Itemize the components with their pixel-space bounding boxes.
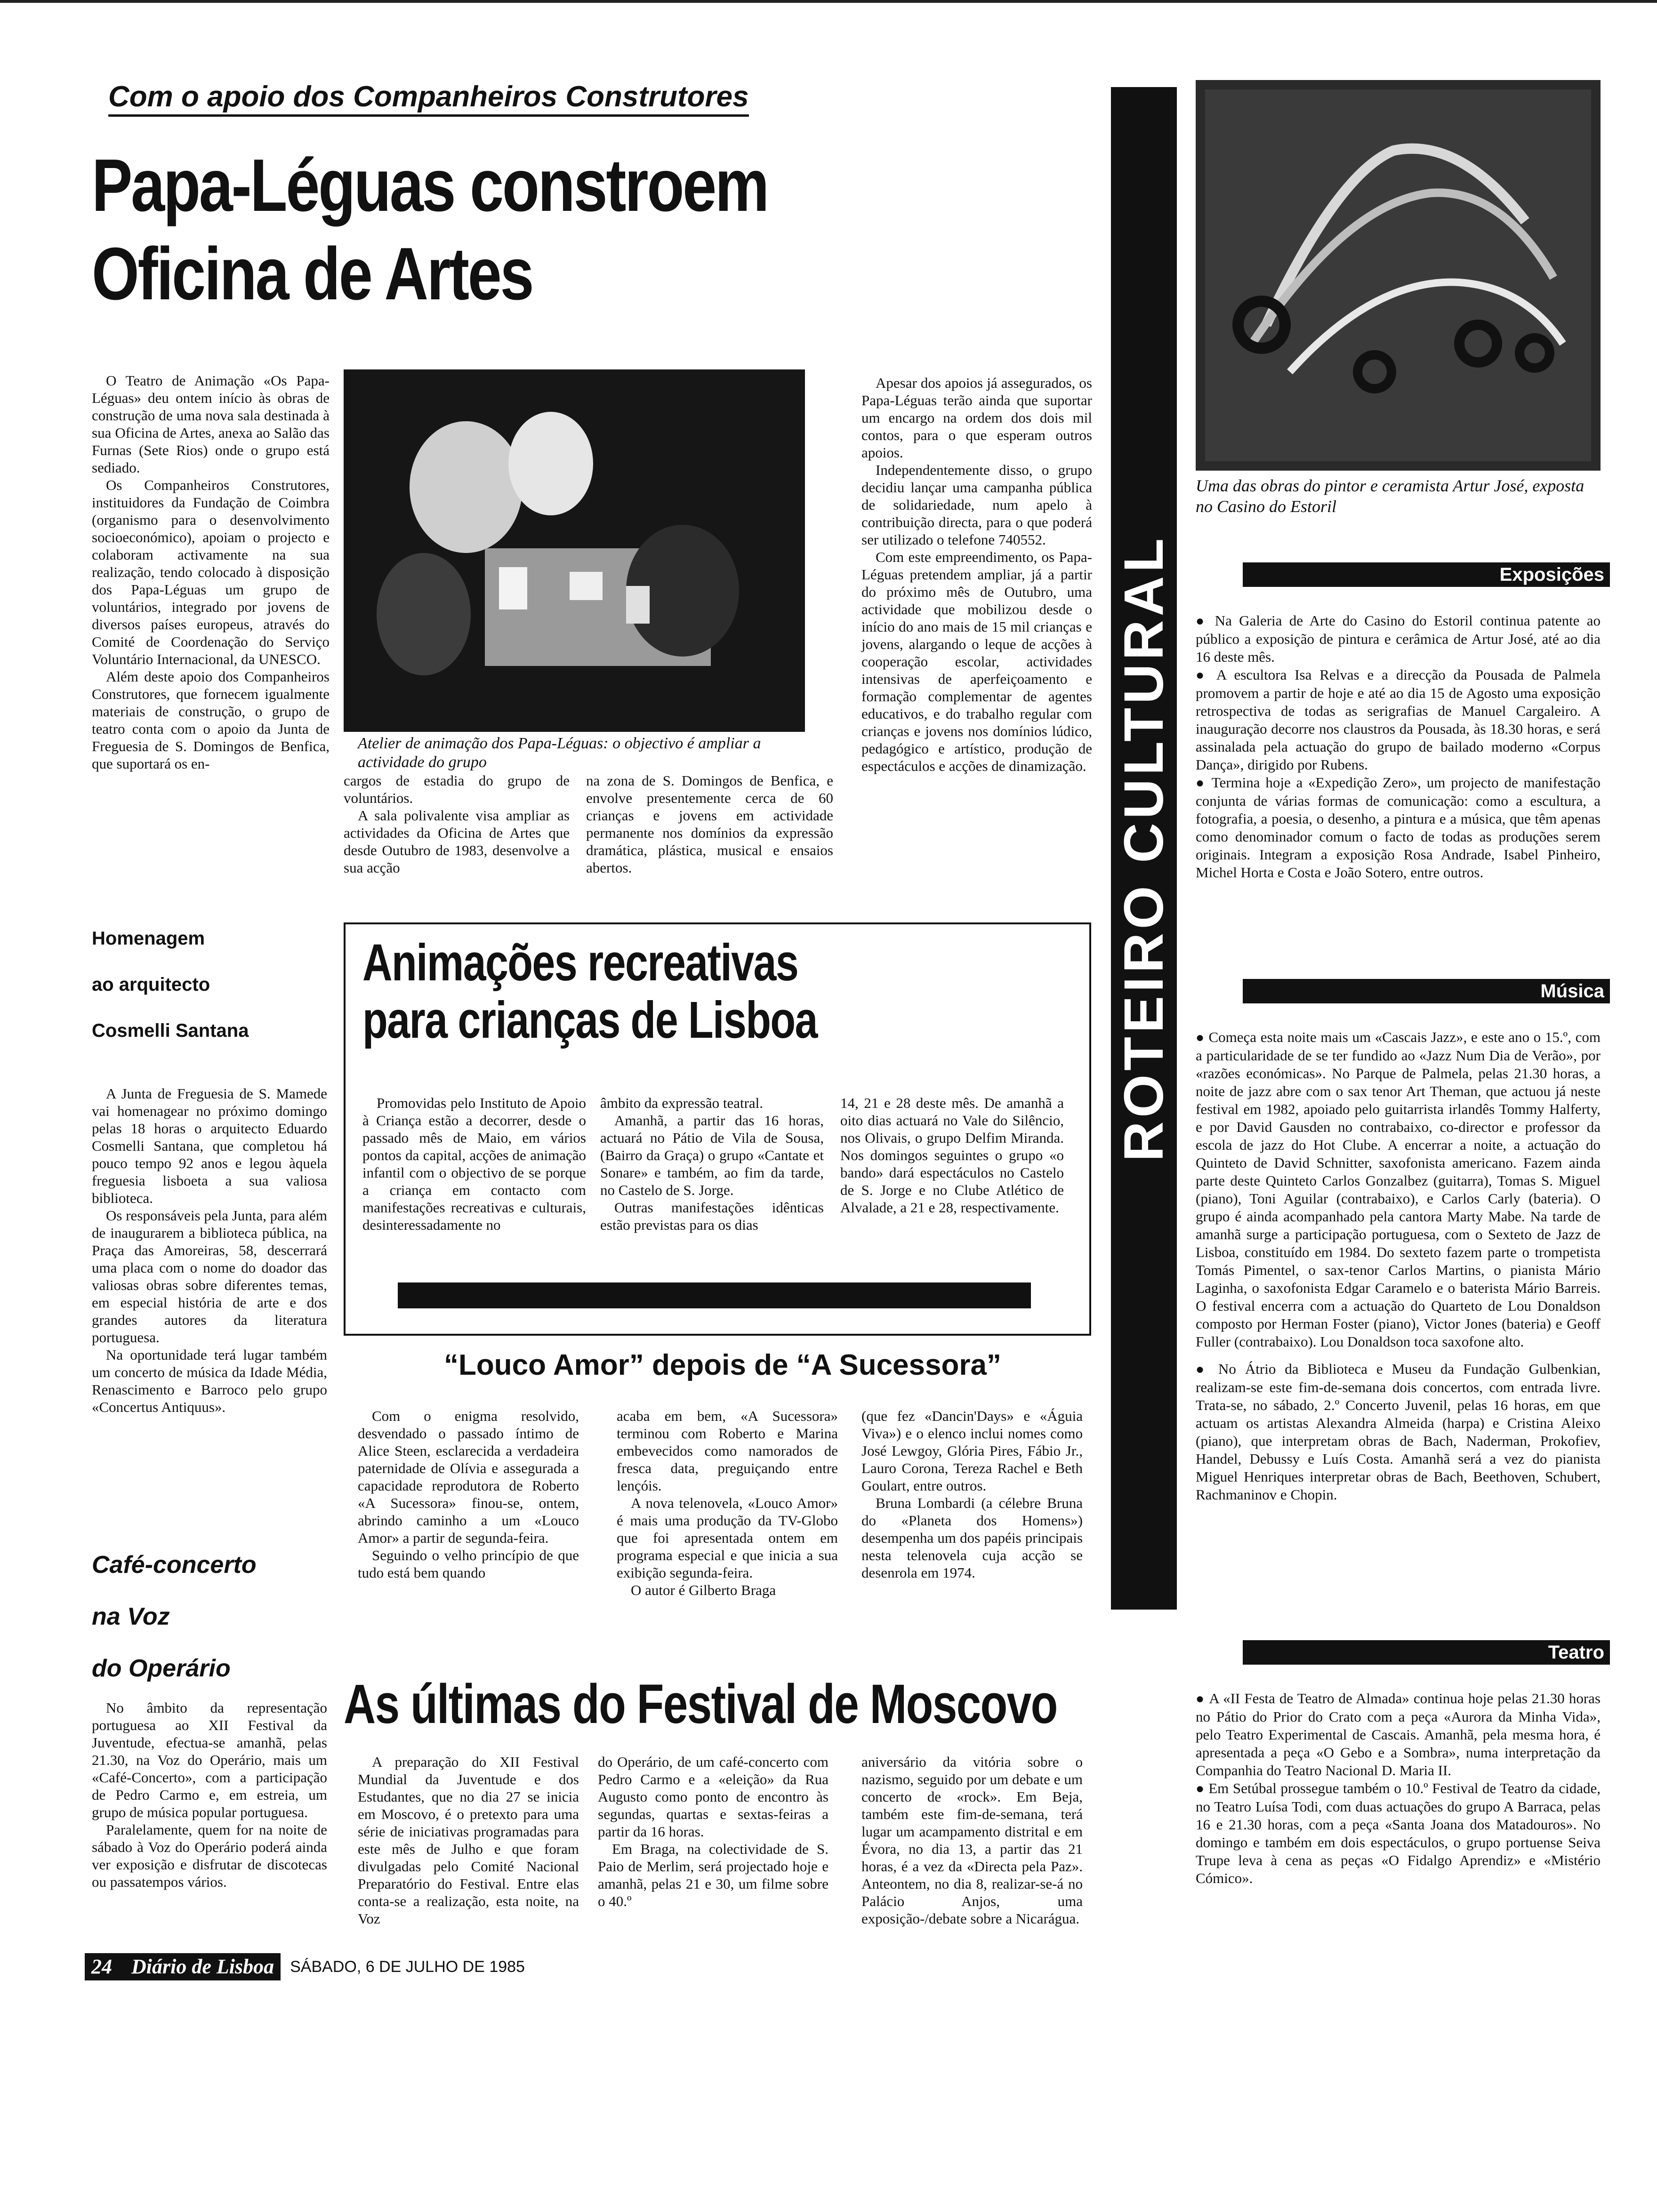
- exposicoes-list: [1196, 612, 1601, 882]
- paragraph: Bruna Lombardi (a célebre Bruna do «Planeta dos Homens») desempenha um dos papéis principais nesta telenovela cuja acção se desenrola em 1974.: [861, 1495, 1083, 1581]
- exposicoes-section-bar: Exposições: [1243, 562, 1610, 587]
- homenagem-article: [92, 1085, 327, 1416]
- artur-jose-photo: [1196, 80, 1601, 471]
- louco-amor-col2: [617, 1407, 838, 1599]
- list-item: ● Termina hoje a «Expedição Zero», um projecto de manifestação conjunta de várias formas de comunicação: como a escultura, a fotografia, a poesia, o desenho, a pintura e a música, que têm apenas como denominador comum o facto de todas as produções serem originais. Integram a exposição Rosa Andrade, Isabel Pinheiro, Michel Horta e Costa e João Sotero, entre outros.: [1196, 774, 1601, 881]
- paragraph: Na oportunidade terá lugar também um concerto de música da Idade Média, Renascimento e Barroco pelo grupo «Concertus Antiquus».: [92, 1346, 327, 1415]
- bullet-icon: ●: [1196, 775, 1212, 791]
- paragraph: Além deste apoio dos Companheiros Construtores, que fornecem igualmente materiais de construção, o grupo de teatro conta com o apoio da Junta de Freguesia de S. Domingos de Benfica, que suportará os en-: [92, 668, 330, 772]
- musica-section-bar: Música: [1243, 979, 1610, 1003]
- paragraph: O autor é Gilberto Braga: [631, 1582, 776, 1598]
- artur-jose-photo-caption: Uma das obras do pintor e ceramista Artur José, exposta no Casino do Estoril: [1196, 476, 1585, 516]
- list-item: ● A escultora Isa Relvas e a direcção da Pousada de Palmela promovem a partir de hoje e até ao dia 15 de Agosto uma exposição retrospectiva de todas as serigrafias de Manuel Cargaleiro. A inauguração decorre nos claustros da Pousada, às 18.30 horas, e será assinalada pela actuação do grupo de bailado moderno «Corpus Dança», dirigido por Rubens.: [1196, 666, 1601, 773]
- bullet-icon: ●: [1196, 1030, 1209, 1045]
- cafe-concerto-article: [92, 1699, 327, 1891]
- paragraph: Paralelamente, quem for na noite de sábado à Voz do Operário poderá ainda ver exposição e disfrutar de discotecas ou passatempos vários.: [92, 1821, 327, 1890]
- main-article-col3: [586, 772, 833, 876]
- roteiro-cultural-bar: [1111, 87, 1177, 1610]
- paragraph: acaba em bem, «A Sucessora» terminou com Roberto e Marina embevecidos como namorados de fresca data, preguiçando entre lençóis.: [617, 1408, 838, 1494]
- animacoes-black-bar: [398, 1282, 1031, 1308]
- paragraph: Promovidas pelo Instituto de Apoio à Criança estão a decorrer, desde o passado mês de Maio, em vários pontos da capital, acções de animação infantil com o objectivo de se porque a criança em contacto com manifestações recreativas e culturais, desinteressadamente no: [362, 1095, 586, 1233]
- newspaper-name: Diário de Lisboa: [131, 1955, 274, 1978]
- main-headline-line-1: Papa-Léguas constroem: [92, 144, 768, 227]
- paragraph: aniversário da vitória sobre o nazismo, seguido por um debate e um concerto de «rock». Em Beja, também este fim-de-semana, terá lugar um acampamento distrital e em Évora, no dia 13, a partir das 21 horas, é a vez da «Directa pela Paz». Anteontem, no dia 8, realizar-se-á no Palácio Anjos, uma exposição-/debate sobre a Nicarágua.: [861, 1754, 1083, 1927]
- paragraph: O Teatro de Animação «Os Papa-Léguas» deu ontem início às obras de construção de uma nova sala destinada à sua Oficina de Artes, anexa ao Salão das Furnas (Sete Rios) onde o grupo está sediado.: [92, 372, 330, 476]
- paragraph: Com o enigma resolvido, desvendado o passado íntimo de Alice Steen, esclarecida a verdadeira paternidade de Olívia e assegurada a capacidade reprodutora de Roberto «A Sucessora» finou-se, ontem, abrindo caminho a um «Louco Amor» a partir de segunda-feira.: [358, 1408, 579, 1546]
- main-article-col2: [344, 772, 570, 876]
- animacoes-col1: [362, 1094, 586, 1234]
- paragraph: Outras manifestações idênticas estão previstas para os dias: [600, 1199, 824, 1233]
- paragraph: Os responsáveis pela Junta, para além de inaugurarem a biblioteca pública, na Praça das Amoreiras, 58, descerrará uma placa com o nome do doador das valiosas obras sobre diferentes temas, em especial história de arte e dos grandes autores da literatura portuguesa.: [92, 1207, 328, 1346]
- homenagem-headline: [92, 927, 318, 1042]
- paragraph: âmbito da expressão teatral.: [600, 1095, 764, 1111]
- paragraph: Apesar dos apoios já assegurados, os Papa-Léguas terão ainda que suportar um encargo na ordem dos dois mil contos, para o que esperam outros apoios.: [861, 375, 1092, 461]
- louco-amor-col3: [861, 1407, 1083, 1581]
- paragraph: Com este empreendimento, os Papa-Léguas pretendem ampliar, já a partir do próximo mês de Outubro, uma actividade que mobilizou desde o início do ano mais de 15 mil crianças e jovens, alargando o leque de acções à cooperação escolar, actividades intensivas de aperfeiçoamento e formação complementar de agentes educativos, e do trabalho regular com crianças e jovens nos domínios lúdico, pedagógico e artístico, produção de espectáculos e acções de dinamização.: [861, 549, 1092, 774]
- paragraph: Em Braga, na colectividade de S. Paio de Merlim, será projectado hoje e amanhã, pelas 21 e 30, um filme sobre o 40.º: [598, 1841, 828, 1909]
- list-item: ● No Átrio da Biblioteca e Museu da Fundação Gulbenkian, realizam-se este fim-de-semana dois concertos, com entrada livre. Trata-se, no sábado, 2.º Concerto Juvenil, pelas 16 horas, em que actuam os artistas Alexandra Almeida (harpa) e Cristina Aleixo (piano), que interpretam obras de Bach, Naderman, Prokofiev, Handel, Debussy e Luís Costa. Amanhã será a vez do pianista Miguel Henriques interpretar obras de Bach, Beethoven, Schubert, Rachmaninov e Chopin.: [1196, 1361, 1601, 1503]
- list-item: ● Começa esta noite mais um «Cascais Jazz», e este ano o 15.º, com a particularidade de se ter fundido ao «Jazz Num Dia de Verão», por «razões económicas». No Parque de Palmela, pelas 21.30 horas, a noite de jazz abre com o sax tenor Art Theman, que actuou já neste festival em 1982, apoiado pelo guitarrista irlandês Tommy Halferty, e por David Gausden no contrabaixo, co-director e professor da escola de jazz do Hot Clube. A encerrar a noite, a actuação do Quinteto de David Schnitter, saxofonista americano. Fazem ainda parte deste Quinteto Carlos Gonzalbez (guitarra), Tomas S. Miguel (piano), Toni Aguilar (contrabaixo), e Carlos Carly (bateria). O grupo é ainda acompanhado pela cantora Marty Mabe. Na tarde de amanhã surge a participação portuguesa, com o Sexteto de Jazz de Lisboa, constituído em 1984. Do sexteto fazem parte o trompetista Tomás Pimentel, o sax-tenor Carlos Martins, o pianista Mário Laginha, o saxofonista Edgar Caramelo e o baterista Mário Barreis. O festival encerra com a actuação do Quarteto de Lou Donaldson composto por Herman Foster (piano), Victor Jones (bateria) e Geoff Fuller (contrabaixo). Lou Donaldson toca saxofone alto.: [1196, 1029, 1601, 1350]
- louco-amor-headline: “Louco Amor” depois de “A Sucessora”: [444, 1349, 1001, 1381]
- paragraph: Os Companheiros Construtores, instituidores da Fundação de Coimbra (organismo para o desenvolvimento socioeconómico), apoiam o projecto e colaboram activamente na sua realização, tendo colocado à disposição dos Papa-Léguas um grupo de voluntários, integrado por jovens de diversos países europeus, através do Comité de Coordenação do Serviço Voluntário Internacional, da UNESCO.: [92, 477, 330, 667]
- paragraph: Amanhã, a partir das 16 horas, actuará no Pátio de Vila de Sousa, (Bairro da Graça) o grupo «Cantate et Sonare» e também, ao fim da tarde, no Castelo de S. Jorge.: [600, 1112, 824, 1198]
- paragraph: A Junta de Freguesia de S. Mamede vai homenagear no próximo domingo pelas 18 horas o arquitecto Eduardo Cosmelli Santana, que completou há pouco tempo 92 anos e legou àquela freguesia lisboeta a sua valiosa biblioteca.: [92, 1085, 327, 1206]
- bullet-icon: ●: [1196, 667, 1216, 683]
- paragraph: do Operário, de um café-concerto com Pedro Carmo e a «eleição» da Rua Augusto como ponto de encontro às segundas, quartas e sextas-feiras a partir da 16 horas.: [598, 1754, 828, 1840]
- animacoes-col2: [600, 1094, 824, 1234]
- paragraph: A sala polivalente visa ampliar as actividades da Oficina de Artes que desde Outubro de 1983, desenvolve a sua acção: [344, 807, 570, 876]
- list-item: ● Em Setúbal prossegue também o 10.º Festival de Teatro da cidade, no Teatro Luísa Todi, com duas actuações do grupo A Barraca, pelas 16 e 21.30 horas, com a peça «Santa Joana dos Matadouros». No domingo e também em dois espectáculos, o grupo portuense Seiva Trupe leva à cena as peças «O Fidalgo Aprendiz» e «Mistério Cómico».: [1196, 1780, 1601, 1886]
- atelier-photo: [344, 369, 805, 732]
- atelier-photo-caption: Atelier de animação dos Papa-Léguas: o objectivo é ampliar a actividade do grupo: [358, 735, 761, 771]
- bullet-icon: ●: [1196, 1781, 1209, 1796]
- main-headline: [92, 141, 902, 318]
- bullet-icon: ●: [1196, 1691, 1209, 1707]
- animacoes-headline-line-1: Animações recreativas: [362, 934, 798, 992]
- animacoes-headline-line-2: para crianças de Lisboa: [362, 991, 817, 1049]
- paragraph: Independentemente disso, o grupo decidiu lançar uma campanha pública de solidariedade, num apelo à contribuição directa, para o que poderá ser utilizado o telefone 740552.: [861, 462, 1092, 548]
- cafe-headline-line-1: Café-concerto: [92, 1551, 257, 1579]
- festival-headline: As últimas do Festival de Moscovo: [344, 1673, 1057, 1735]
- paragraph: Seguindo o velho princípio de que tudo está bem quando: [358, 1547, 579, 1581]
- page-number: 24: [91, 1955, 112, 1978]
- cafe-concerto-headline: [92, 1551, 318, 1683]
- teatro-list: [1196, 1690, 1601, 1887]
- top-edge-rule: [0, 0, 1657, 3]
- footer-logo: [85, 1953, 281, 1980]
- paragraph: A nova telenovela, «Louco Amor» é mais uma produção da TV-Globo que foi apresentada ontem em programa especial e que inicia a sua exibição segunda-feira.: [617, 1495, 838, 1581]
- main-article-col4: [861, 374, 1092, 775]
- homenagem-headline-line-1: Homenagem: [92, 928, 205, 949]
- bullet-icon: ●: [1196, 1362, 1219, 1377]
- festival-col2: [598, 1753, 828, 1910]
- paragraph: 14, 21 e 28 deste mês. De amanhã a oito dias actuará no Vale do Silêncio, nos Olivais, o grupo Delfim Miranda. Nos domingos seguintes o grupo «o bando» dará espectáculos no Castelo de S. Jorge e no Clube Atlético de Alvalade, a 21 e 28, respectivamente.: [840, 1095, 1064, 1216]
- footer-date: SÁBADO, 6 DE JULHO DE 1985: [290, 1957, 525, 1976]
- louco-amor-col1: [358, 1407, 579, 1581]
- paragraph: na zona de S. Domingos de Benfica, e envolve presentemente cerca de 60 crianças e jovens em actividade permanente nos domínios da expressão dramática, plástica, musical e ensaios abertos.: [586, 772, 833, 876]
- animacoes-col3: [840, 1094, 1064, 1216]
- festival-col3: [861, 1753, 1083, 1927]
- main-article-col1: [92, 372, 330, 772]
- paragraph: A preparação do XII Festival Mundial da Juventude e dos Estudantes, que no dia 27 se inicia em Moscovo, é o pretexto para uma série de iniciativas programadas para este mês de Julho e que foram divulgadas pelo Comité Nacional Preparatório do Festival. Entre elas conta-se a realização, esta noite, na Voz: [358, 1754, 579, 1927]
- list-item: ● Na Galeria de Arte do Casino do Estoril continua patente ao público a exposição de pintura e cerâmica de Artur José, até ao dia 16 deste mês.: [1196, 612, 1601, 665]
- paragraph: (que fez «Dancin'Days» e «Águia Viva») e o elenco inclui nomes como José Lewgoy, Glória Pires, Fábio Jr., Lauro Corona, Tereza Rachel e Beth Goulart, entre outros.: [861, 1408, 1083, 1494]
- festival-col1: [358, 1753, 579, 1927]
- homenagem-headline-line-2: ao arquitecto: [92, 974, 210, 995]
- animacoes-headline: [362, 934, 1040, 1049]
- paragraph: No âmbito da representação portuguesa ao XII Festival da Juventude, efectua-se amanhã, pelas 21.30, na Voz do Operário, mais um «Café-Concerto», com a participação de Pedro Carmo e, em estreia, um grupo de música popular portuguesa.: [92, 1699, 327, 1820]
- main-headline-line-2: Oficina de Artes: [92, 232, 533, 315]
- kicker: Com o apoio dos Companheiros Construtores: [108, 80, 749, 117]
- teatro-section-bar: Teatro: [1243, 1640, 1610, 1665]
- paragraph: cargos de estadia do grupo de voluntários.: [344, 772, 570, 806]
- musica-list: [1196, 1028, 1601, 1504]
- cafe-headline-line-3: do Operário: [92, 1655, 231, 1682]
- bullet-icon: ●: [1196, 613, 1215, 629]
- homenagem-headline-line-3: Cosmelli Santana: [92, 1020, 249, 1041]
- footer: [85, 1953, 525, 1980]
- list-item: ● A «II Festa de Teatro de Almada» continua hoje pelas 21.30 horas no Pátio do Prior do Crato com a peça «Aurora da Minha Vida», pelo Teatro Experimental de Cascais. Amanhã, pela mesma hora, é apresentada a peça «O Gebo e a Sombra», numa interpretação da Companhia do Teatro Nacional D. Maria II.: [1196, 1690, 1601, 1779]
- roteiro-cultural-title: ROTEIRO CULTURAL: [1113, 535, 1175, 1162]
- cafe-headline-line-2: na Voz: [92, 1603, 170, 1630]
